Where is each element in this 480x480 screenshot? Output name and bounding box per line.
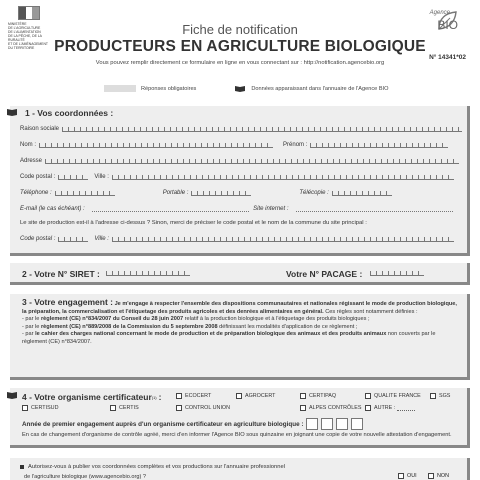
legend-required: Réponses obligatoires xyxy=(141,85,197,92)
raison-sociale-row xyxy=(20,126,457,132)
nom-label: Nom : xyxy=(20,142,37,148)
section-coordonnees xyxy=(10,106,470,256)
rule-1: - par le règlement (CE) n°834/2007 du Conseil du 28 juin 2007 relatif à la production biologique et à l'étiquetage des produits biologiques ; xyxy=(22,316,370,323)
code-postal-site-row xyxy=(20,236,457,242)
certifier-agrocert[interactable]: AGROCERT xyxy=(236,393,275,399)
checkbox[interactable] xyxy=(428,473,434,479)
form-number: N° 14341*02 xyxy=(429,54,466,61)
siret-label: 2 - Votre N° SIRET : xyxy=(22,269,100,279)
nom-row xyxy=(20,142,457,148)
form-title: PRODUCTEURS EN AGRICULTURE BIOLOGIQUE xyxy=(54,38,426,55)
certifier-autre[interactable]: AUTRE : xyxy=(365,405,415,411)
year-digit-box[interactable] xyxy=(351,418,363,430)
nom-field[interactable] xyxy=(39,143,273,148)
rule-2: - par le règlement (CE) n°889/2008 de la Commission du 5 septembre 2008 définissant les modalités d'application de ce règlement ; xyxy=(22,323,358,330)
french-flag-icon xyxy=(18,6,40,20)
telephone-row xyxy=(20,190,457,196)
book-icon xyxy=(6,391,18,399)
certifier-ecocert[interactable]: ECOCERT xyxy=(176,393,211,399)
section-engagement xyxy=(10,294,470,380)
adresse-label: Adresse xyxy=(20,158,43,164)
year-digit-box[interactable] xyxy=(306,418,318,430)
certifier-sgs[interactable]: SGS xyxy=(430,393,450,399)
agence-label: Agence xyxy=(429,10,450,16)
section-certificateur xyxy=(10,388,470,448)
book-icon xyxy=(6,108,18,116)
ville-label: Ville : xyxy=(94,174,109,180)
certifier-qualite-france[interactable]: QUALITE FRANCE xyxy=(365,393,421,399)
engagement-intro: Je m'engage à respecter l'ensemble des dispositions communautaires et nationales régissant le mode de production biologique, la préparation, la commercialisation et l'étiquetage des produits agricoles et des denrées alimentaires en général. xyxy=(22,301,457,315)
year-digit-box[interactable] xyxy=(321,418,333,430)
section-identifiants xyxy=(10,263,470,285)
code-postal-site-label: Code postal : xyxy=(20,236,56,242)
adresse-row xyxy=(20,158,457,164)
code-postal-label: Code postal : xyxy=(20,174,56,180)
oui-option[interactable]: OUI xyxy=(398,473,417,479)
checkbox[interactable] xyxy=(365,405,371,411)
certifier-certipaq[interactable]: CERTIPAQ xyxy=(300,393,336,399)
section-title: 3 - Votre engagement : xyxy=(22,297,113,307)
certifier-alpes-controles[interactable]: ALPES CONTRÔLES xyxy=(300,405,361,411)
bullet-icon xyxy=(20,465,24,469)
legend-annuaire: Données apparaissant dans l'annuaire de l'Agence BIO xyxy=(251,85,389,92)
email-row xyxy=(20,206,457,212)
checkbox[interactable] xyxy=(430,393,436,399)
rule-3: - par le cahier des charges national concernant le mode de production et de préparation biologique des animaux et des produits animaux non couverts par le règlement (CE) n°834/2007. xyxy=(22,331,436,345)
prenom-label: Prénom : xyxy=(283,142,308,148)
email-field[interactable] xyxy=(92,207,249,212)
telephone-field[interactable] xyxy=(55,191,115,196)
authorize-question: Autorisez-vous à publier vos coordonnées complètes et vos productions sur l'annuaire professionnel xyxy=(20,464,285,470)
authorize-question-cont: de l'agriculture biologique (www.agencebio.org) ? xyxy=(24,474,147,480)
checkbox[interactable] xyxy=(22,405,28,411)
telecopie-field[interactable] xyxy=(332,191,392,196)
checkbox[interactable] xyxy=(300,393,306,399)
telephone-label: Téléphone : xyxy=(20,190,52,196)
site-internet-field[interactable] xyxy=(296,207,453,212)
book-icon xyxy=(234,85,246,92)
checkbox[interactable] xyxy=(300,405,306,411)
form-subtitle: Fiche de notification xyxy=(182,22,298,37)
checkbox[interactable] xyxy=(398,473,404,479)
checkbox[interactable] xyxy=(365,393,371,399)
adresse-field[interactable] xyxy=(45,159,459,164)
code-postal-row xyxy=(20,174,457,180)
ville-site-label: Ville : xyxy=(94,236,109,242)
online-notice: Vous pouvez remplir directement ce formulaire en ligne en vous connectant sur : http://notification.agencebio.org xyxy=(95,60,385,66)
siret-field[interactable] xyxy=(106,271,190,276)
required-swatch xyxy=(104,85,136,92)
ville-site-field[interactable] xyxy=(112,237,454,242)
telecopie-label: Télécopie : xyxy=(299,190,329,196)
pacage-field[interactable] xyxy=(370,271,424,276)
site-question: Le site de production est-il à l'adresse ci-dessus ? Sinon, merci de préciser le code postal et le nom de la commune du site principal : xyxy=(20,220,367,226)
code-postal-site-field[interactable] xyxy=(58,237,88,242)
legend xyxy=(104,85,388,92)
prenom-field[interactable] xyxy=(310,143,448,148)
portable-label: Portable : xyxy=(162,190,189,196)
checkbox[interactable] xyxy=(110,405,116,411)
email-label: E-mail (le cas échéant) : xyxy=(20,206,85,212)
checkbox[interactable] xyxy=(176,393,182,399)
non-option[interactable]: NON xyxy=(428,473,449,479)
engagement-text xyxy=(22,299,457,347)
section-annuaire xyxy=(10,458,470,480)
code-postal-field[interactable] xyxy=(58,175,88,180)
rules-intro: Ces règles sont notamment définies : xyxy=(325,308,418,315)
ministry-name: MINISTÈRE DE L'AGRICULTURE DE L'ALIMENTATION DE LA PÊCHE, DE LA RURALITÉ ET DE L'AMÉNAGEMENT DU TERRITOIRE xyxy=(8,22,48,50)
raison-sociale-label: Raison sociale xyxy=(20,126,60,132)
site-internet-label: Site internet : xyxy=(253,206,289,212)
ville-field[interactable] xyxy=(112,175,454,180)
certifier-control-union[interactable]: CONTROL UNION xyxy=(176,405,230,411)
year-digit-box[interactable] xyxy=(336,418,348,430)
section-title: 1 - Vos coordonnées : xyxy=(25,108,114,118)
portable-field[interactable] xyxy=(191,191,251,196)
pacage-label: Votre N° PACAGE : xyxy=(286,269,363,279)
change-notice: En cas de changement d'organisme de contrôle agréé, merci d'en informer l'Agence BIO sous quinzaine en joignant une copie de votre nouvelle attestation d'engagement. xyxy=(22,432,452,438)
raison-sociale-field[interactable] xyxy=(62,127,462,132)
certificateur-heading: 4 - Votre organisme certificateur (1) : xyxy=(22,392,162,402)
bio-label: BIO xyxy=(437,18,458,32)
premier-engagement-row: Année de premier engagement auprès d'un organisme certificateur en agriculture biologique : xyxy=(22,418,363,430)
certifier-certis[interactable]: CERTIS xyxy=(110,405,139,411)
checkbox[interactable] xyxy=(236,393,242,399)
checkbox[interactable] xyxy=(176,405,182,411)
certifier-certisud[interactable]: CERTISUD xyxy=(22,405,58,411)
autre-field[interactable] xyxy=(397,406,415,411)
